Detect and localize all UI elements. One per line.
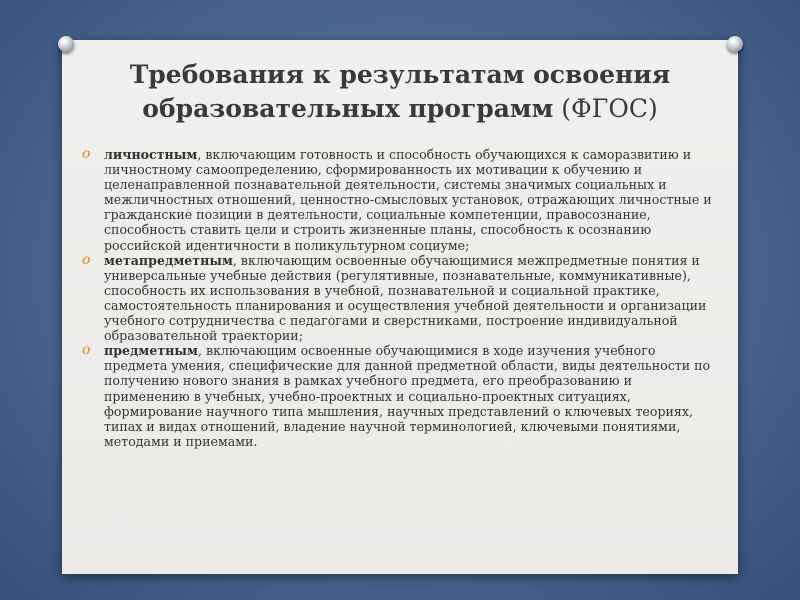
item-term: личностным [104, 147, 198, 162]
slide-title-suffix: (ФГОС) [561, 94, 658, 123]
item-text: , включающим освоенные обучающимися в ходе изучения учебного предмета умения, специфические для данной предметной области, виды деятельности по получению нового знания в рамках учебного предмета, его преобразованию и применению в учебных, учебно-проектных и социально-проектных ситуациях, формирование научного типа мышления, научных представлений о ключевых теориях, типах и видах отношений, владение научной терминологией, ключевыми понятиями, методами и приемами. [104, 343, 711, 449]
item-text: , включающим освоенные обучающимися межпредметные понятия и универсальные учебные действия (регулятивные, познавательные, коммуникативные), способность их использования в учебной, познавательной и социальной практике, самостоятельность планирования и осуществления учебной деятельности и организации учебного сотрудничества с педагогами и сверстниками, построение индивидуальной образовательной траектории; [104, 252, 707, 344]
list-item-subject [80, 343, 716, 449]
list-item-metasubject [80, 253, 716, 344]
slide-title [80, 58, 720, 126]
pushpin-icon [727, 36, 743, 52]
item-term: предметным [104, 343, 198, 359]
item-text: , включающим готовность и способность обучающихся к саморазвитию и личностному самоопределению, сформированность их мотивации к обучению и целенаправленной познавательной деятельности, системы значимых социальных и межличностных отношений, ценностно-смысловых установок, отражающих личностные и гражданские позиции в деятельности, социальные компетенции, правосознание, способность ставить цели и строить жизненные планы, способность к осознанию российской идентичности в поликультурном социуме; [104, 147, 712, 253]
bullet-icon: o [82, 251, 91, 268]
item-term: метапредметным [104, 252, 233, 268]
pushpin-icon [58, 36, 74, 52]
bullet-icon: o [82, 342, 91, 359]
slide-title-main: Требования к результатам освоения образовательных программ [129, 60, 671, 123]
list-item-personal [80, 147, 716, 253]
bullet-icon: o [82, 146, 91, 162]
requirements-list [80, 147, 716, 449]
